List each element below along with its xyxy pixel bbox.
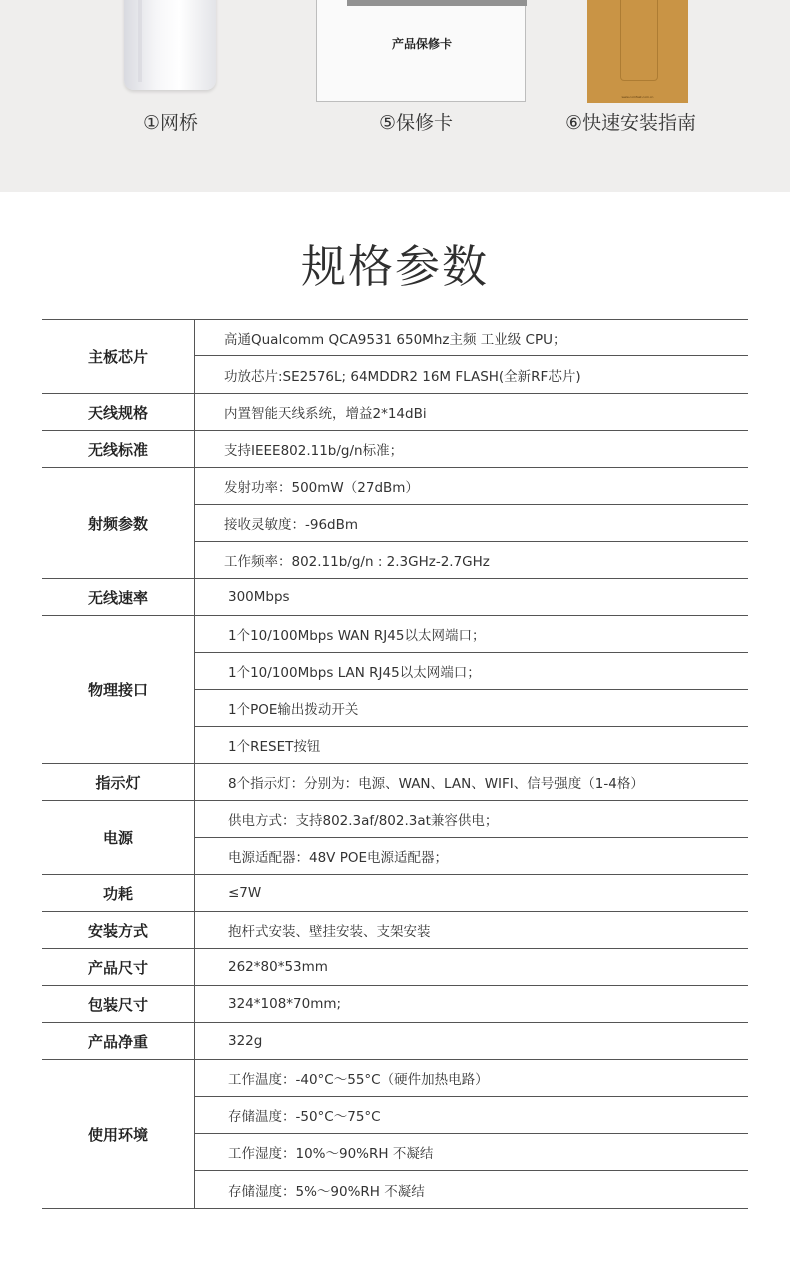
spec-value: 抱杆式安装、壁挂安装、支架安装 <box>195 912 749 949</box>
spec-row <box>42 801 748 838</box>
spec-value: 322g <box>195 1023 749 1060</box>
spec-value: 工作频率：802.11b/g/n : 2.3GHz-2.7GHz <box>195 542 749 579</box>
spec-row <box>42 579 748 616</box>
warranty-card-header-bar <box>347 0 527 6</box>
spec-value: 供电方式：支持802.3af/802.3at兼容供电； <box>195 801 749 838</box>
spec-row <box>42 1023 748 1060</box>
spec-row <box>42 875 748 912</box>
spec-value: 1个RESET按钮 <box>195 727 749 764</box>
spec-key: 安装方式 <box>42 912 195 949</box>
spec-value: 8个指示灯：分别为：电源、WAN、LAN、WIFI、信号强度（1-4格） <box>195 764 749 801</box>
install-guide-url: www.comfast.com.cn <box>621 95 654 99</box>
spec-key: 天线规格 <box>42 394 195 431</box>
spec-key: 电源 <box>42 801 195 875</box>
spec-key: 无线标准 <box>42 431 195 468</box>
spec-value: ≤7W <box>195 875 749 912</box>
spec-key: 物理接口 <box>42 616 195 764</box>
spec-value: 电源适配器：48V POE电源适配器； <box>195 838 749 875</box>
bridge-device-image <box>124 0 216 90</box>
spec-value: 接收灵敏度：-96dBm <box>195 505 749 542</box>
spec-key: 包装尺寸 <box>42 986 195 1023</box>
spec-value: 存储湿度：5%～90%RH 不凝结 <box>195 1171 749 1209</box>
install-guide-device-outline <box>620 0 658 81</box>
spec-value: 发射功率：500mW（27dBm） <box>195 468 749 505</box>
spec-row <box>42 912 748 949</box>
spec-value: 支持IEEE802.11b/g/n标准； <box>195 431 749 468</box>
spec-row <box>42 616 748 653</box>
spec-key: 主板芯片 <box>42 320 195 394</box>
spec-value: 262*80*53mm <box>195 949 749 986</box>
spec-row <box>42 468 748 505</box>
warranty-card-image <box>316 0 526 102</box>
spec-value: 功放芯片:SE2576L; 64MDDR2 16M FLASH(全新RF芯片) <box>195 356 749 394</box>
spec-value: 1个10/100Mbps LAN RJ45以太网端口； <box>195 653 749 690</box>
warranty-card-title: 产品保修卡 <box>391 37 452 51</box>
spec-key: 无线速率 <box>42 579 195 616</box>
spec-row <box>42 764 748 801</box>
install-guide-image <box>587 0 688 103</box>
warranty-card-label: ⑤保修卡 <box>379 112 454 134</box>
spec-key: 射频参数 <box>42 468 195 579</box>
specs-section-title: 规格参数 <box>300 240 489 293</box>
spec-value: 1个10/100Mbps WAN RJ45以太网端口； <box>195 616 749 653</box>
spec-row <box>42 1060 748 1097</box>
spec-key: 产品净重 <box>42 1023 195 1060</box>
spec-table <box>42 319 748 1209</box>
spec-key: 使用环境 <box>42 1060 195 1209</box>
product-accessories-band <box>0 0 790 192</box>
spec-value: 内置智能天线系统，增益2*14dBi <box>195 394 749 431</box>
spec-value: 324*108*70mm; <box>195 986 749 1023</box>
spec-row <box>42 394 748 431</box>
spec-value: 工作温度：-40°C～55°C（硬件加热电路） <box>195 1060 749 1097</box>
install-guide-label: ⑥快速安装指南 <box>565 112 697 134</box>
spec-key: 指示灯 <box>42 764 195 801</box>
spec-value: 工作湿度：10%～90%RH 不凝结 <box>195 1134 749 1171</box>
spec-row <box>42 320 748 356</box>
spec-value: 300Mbps <box>195 579 749 616</box>
bridge-label: ①网桥 <box>143 112 199 134</box>
spec-row <box>42 986 748 1023</box>
spec-value: 高通Qualcomm QCA9531 650Mhz主频 工业级 CPU； <box>195 320 749 356</box>
spec-key: 功耗 <box>42 875 195 912</box>
spec-value: 1个POE输出拨动开关 <box>195 690 749 727</box>
spec-key: 产品尺寸 <box>42 949 195 986</box>
spec-row <box>42 431 748 468</box>
spec-value: 存储温度：-50°C～75°C <box>195 1097 749 1134</box>
spec-row <box>42 949 748 986</box>
